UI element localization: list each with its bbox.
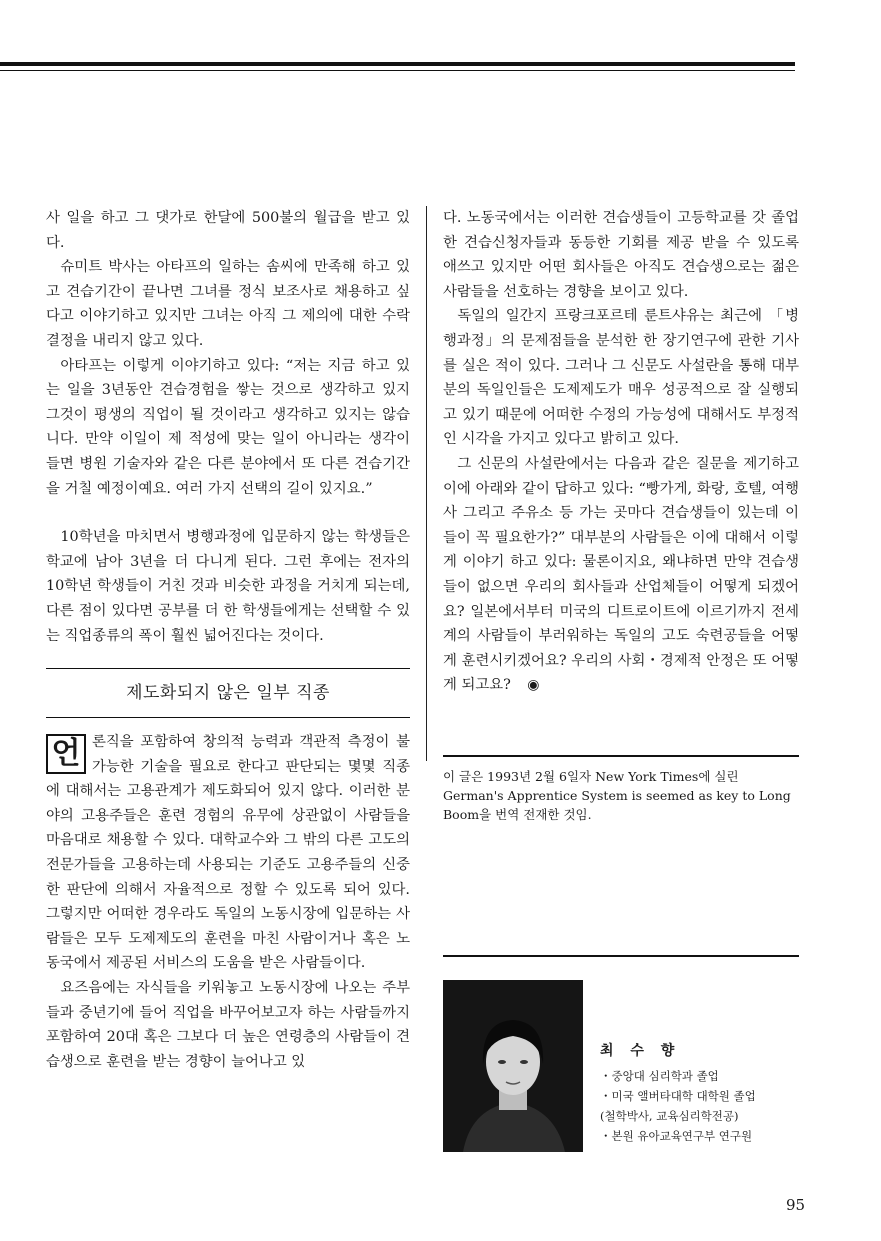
- section-heading-text: 제도화되지 않은 일부 직종: [126, 683, 330, 704]
- note-rule: [443, 755, 799, 757]
- paragraph: 슈미트 박사는 아타프의 일하는 솜씨에 만족해 하고 있고 견습기간이 끝나면 그녀를 정식 보조사로 채용하고 싶다고 이야기하고 있지만 그녀는 아직 그 제의에 대한 수락 결정을 내리지 않고 있다.: [46, 259, 410, 349]
- right-column: [443, 206, 799, 698]
- paragraph-text: 그 신문의 사설란에서는 다음과 같은 질문을 제기하고 이에 아래와 같이 답하고 있다: “빵가게, 화랑, 호텔, 여행사 그리고 주유소 등 가는 곳마다 견습생들이 있는데 이들이 꼭 필요한가?” 대부분의 사람들은 이에 대해서 이렇게 이야기 하고 있다: 물론이지요, 왜냐하면 만약 견습생들이 없으면 우리의 회사들과 산업체들이 어떻게 되겠어요? 일본에서부터 미국의 디트로이트에 이르기까지 전세계의 사람들이 부러워하는 독일의 고도 숙련공들을 어떻게 훈련시키겠어요? 우리의 사회・경제적 안정은 또 어떻게 되고요?: [443, 455, 799, 694]
- column-divider: [426, 206, 427, 761]
- author-name: 최 수 향: [600, 1043, 681, 1059]
- paragraph: 사 일을 하고 그 댓가로 한달에 500불의 월급을 받고 있다.: [46, 210, 410, 251]
- paragraph: 다. 노동국에서는 이러한 견습생들이 고등학교를 갓 졸업한 견습신청자들과 동등한 기회를 제공 받을 수 있도록 애쓰고 있지만 어떤 회사들은 아직도 견습생으로는 젊은 사람들을 선호하는 경향을 보이고 있다.: [443, 210, 799, 300]
- header-rule-thick: [0, 62, 795, 66]
- bio-item: (철학박사, 교육심리학전공): [600, 1109, 739, 1123]
- bio-item: ・중앙대 심리학과 졸업: [600, 1069, 719, 1083]
- paragraph-text: 론직을 포함하여 창의적 능력과 객관적 측정이 불가능한 기술을 필요로 한다고 판단되는 몇몇 직종에 대해서는 고용관계가 제도화되어 있지 않다. 이러한 분야의 고용주들은 훈련 경험의 유무에 상관없이 사람들을 마음대로 채용할 수 있다. 대학교수와 그 밖의 다른 고도의 전문가들을 고용하는데 사용되는 기준도 고용주들의 신중한 판단에 의해서 자율적으로 정할 수 있도록 되어 있다. 그렇지만 어떠한 경우라도 독일의 노동시장에 입문하는 사람들은 모두 도제제도의 훈련을 마친 사람이거나 혹은 노동국에서 제공된 서비스의 도움을 받은 사람들이다.: [46, 734, 410, 972]
- page-number: 95: [786, 1196, 806, 1214]
- paragraph: 아타프는 이렇게 이야기하고 있다: “저는 지금 하고 있는 일을 3년동안 견습경험을 쌓는 것으로 생각하고 있지 그것이 평생의 직업이 될 것이라고 생각하고 있지는 않습니다. 만약 이일이 제 적성에 맞는 일이 아니라는 생각이 들면 병원 기술자와 같은 다른 분야에서 또 다른 견습기간을 거칠 예정이예요. 여러 가지 선택의 길이 있지요.”: [46, 357, 410, 497]
- paragraph-final: [443, 452, 799, 698]
- paragraph: 요즈음에는 자식들을 키워놓고 노동시장에 나오는 주부들과 중년기에 들어 직업을 바꾸어보고자 하는 사람들까지 포함하여 20대 혹은 그보다 더 높은 연령층의 사람들이 견습생으로 훈련을 받는 경향이 늘어나고 있: [46, 980, 410, 1070]
- paragraph-with-dropcap: [46, 730, 410, 976]
- bio-item: ・미국 앨버타대학 대학원 졸업: [600, 1089, 756, 1103]
- paragraph: 독일의 일간지 프랑크포르테 룬트샤유는 최근에 「병행과정」의 문제점들을 분석한 한 장기연구에 관한 기사를 실은 적이 있다. 그러나 그 신문도 사설란을 통해 대부분의 독일인들은 도제제도가 매우 성공적으로 잘 실행되고 있기 때문에 어떠한 수정의 가능성에 대해서도 부정적인 시각을 가지고 있다고 밝히고 있다.: [443, 308, 799, 448]
- left-column: [46, 206, 410, 1074]
- paragraph: 10학년을 마치면서 병행과정에 입문하지 않는 학생들은 학교에 남아 3년을 더 다니게 된다. 그런 후에는 전자의 10학년 학생들이 거친 것과 비슷한 과정을 거치게 되는데, 다른 점이 있다면 공부를 더 한 학생들에게는 선택할 수 있는 직업종류의 폭이 훨씬 넓어진다는 것이다.: [46, 529, 410, 644]
- author-photo: [443, 980, 583, 1152]
- author-bio: [600, 1040, 800, 1146]
- bio-rule: [443, 955, 799, 957]
- bio-item: ・본원 유아교육연구부 연구원: [600, 1129, 753, 1143]
- translation-note: 이 글은 1993년 2월 6일자 New York Times에 실린 German's Apprentice System is seemed as key to Long Boom을 번역 전재한 것임.: [443, 769, 791, 822]
- end-mark-icon: ◉: [527, 677, 540, 694]
- paragraph-gap: [46, 501, 410, 525]
- header-rule-thin: [0, 70, 795, 71]
- section-heading: [46, 668, 410, 718]
- drop-cap: 언: [46, 734, 86, 774]
- portrait-illustration: [443, 980, 583, 1152]
